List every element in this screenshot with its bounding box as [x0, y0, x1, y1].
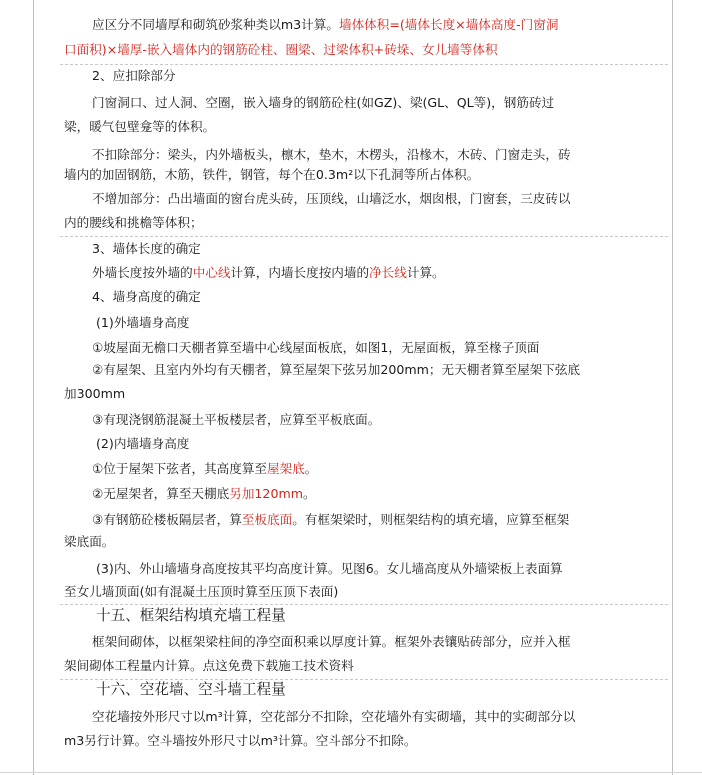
text-run: (2)内墙墙身高度: [96, 436, 190, 451]
text-line: [92, 511, 569, 529]
text-run: 。有框架梁时，则框架结构的填充墙，应算至框架: [292, 512, 570, 527]
text-run: 墙内的加固钢筋，木筋，铁件，钢管，每个在0.3m²以下孔洞等所占体积。: [64, 167, 480, 182]
text-run: (1)外墙墙身高度: [96, 315, 190, 330]
text-run: 外墙长度按外墙的: [92, 265, 193, 280]
highlight-run: 至板底面: [241, 512, 293, 527]
text-run: ③有钢筋砼楼板隔层者，算: [92, 512, 242, 527]
subsection-heading: [96, 314, 189, 332]
text-line: [92, 146, 571, 164]
text-line: [92, 339, 540, 357]
text-run: 计算，内墙长度按内墙的: [230, 265, 370, 280]
text-run: 2、应扣除部分: [92, 68, 176, 83]
text-run: 架间砌体工程量内计算。点这免费下载施工技术资料: [64, 658, 354, 673]
highlight-run: 另加120mm: [229, 486, 303, 501]
text-run: 梁底面。: [64, 534, 115, 549]
text-line: [92, 411, 380, 429]
text-line: [92, 633, 571, 651]
text-run: 内的腰线和挑檐等体积；: [64, 215, 203, 230]
text-line: [64, 41, 498, 59]
text-run: 应区分不同墙厚和砌筑砂浆种类以m3计算。: [92, 17, 339, 32]
text-line: [64, 385, 125, 403]
text-line: [64, 732, 416, 750]
section-heading: [92, 288, 201, 306]
text-line: [64, 166, 479, 184]
text-run: 计算。: [406, 265, 445, 280]
text-run: 十六、空花墙、空斗墙工程量: [96, 681, 286, 698]
highlight-run: 中心线: [192, 265, 231, 280]
text-run: ②无屋架者，算至天棚底: [92, 486, 230, 501]
text-run: ③有现浇钢筋混凝土平板楼层者，应算至平板底面。: [92, 412, 381, 427]
chapter-heading: [96, 606, 286, 626]
text-line: [92, 485, 316, 503]
text-line: [64, 657, 354, 675]
text-run: 至女儿墙顶面(如有混凝土压顶时算至压顶下表面): [64, 584, 339, 599]
text-run: (3)内、外山墙墙身高度按其平均高度计算。见图6。女儿墙高度从外墙梁板上表面算: [96, 561, 563, 576]
text-run: ②有屋架、且室内外均有天棚者，算至屋架下弦另加200mm；无天棚者算至屋架下弦底: [92, 362, 581, 377]
bottom-rule: [0, 772, 702, 773]
text-line: [92, 708, 575, 726]
text-run: 不扣除部分：梁头，内外墙板头，檩木，垫木，木楞头，沿椽木，木砖、门窗走头，砖: [92, 147, 571, 162]
text-run: 空花墙按外形尺寸以m³计算，空花部分不扣除，空花墙外有实砌墙，其中的实砌部分以: [92, 709, 576, 724]
text-line: [92, 190, 571, 208]
section-heading: [92, 67, 176, 85]
page-border-left: [33, 0, 34, 775]
text-run: 加300mm: [64, 386, 126, 401]
text-line: [64, 583, 338, 601]
text-line: [92, 264, 445, 282]
text-run: 十五、框架结构填充墙工程量: [96, 607, 286, 624]
text-run: 。: [304, 461, 318, 476]
dashed-divider: [60, 236, 668, 237]
text-run: 框架间砌体，以框架梁柱间的净空面积乘以厚度计算。框架外表镶贴砖部分，应并入框: [92, 634, 571, 649]
text-run: 4、墙身高度的确定: [92, 289, 201, 304]
text-line: [92, 94, 554, 112]
text-run: 3、墙体长度的确定: [92, 241, 201, 256]
section-heading: [92, 240, 201, 258]
highlight-run: 净长线: [369, 265, 407, 280]
text-run: ①位于屋架下弦者，其高度算至: [92, 461, 268, 476]
dashed-divider: [60, 604, 668, 605]
text-run: 。: [303, 486, 316, 501]
text-run: 门窗洞口、过人洞、空圈，嵌入墙身的钢筋砼柱(如GZ)、梁(GL、QL等)，钢筋砖过: [92, 95, 555, 110]
text-run: ①坡屋面无檐口天棚者算至墙中心线屋面板底，如图1，无屋面板，算至椽子顶面: [92, 340, 540, 355]
text-line: [96, 560, 563, 578]
text-line: [64, 533, 114, 551]
text-run: 梁，暖气包壁龛等的体积。: [64, 119, 216, 134]
page-border-right: [672, 0, 673, 775]
highlight-run: 墙体体积=(墙体长度×墙体高度-门窗洞: [338, 17, 559, 32]
highlight-run: 口面积)×墙厚-嵌入墙体内的钢筋砼柱、圈梁、过梁体积+砖垛、女儿墙等体积: [64, 42, 498, 57]
highlight-run: 屋架底: [267, 461, 305, 476]
text-line: [92, 460, 317, 478]
text-line: [64, 214, 203, 232]
dashed-divider: [60, 64, 668, 65]
text-run: m3另行计算。空斗墙按外形尺寸以m³计算。空斗部分不扣除。: [64, 733, 417, 748]
text-line: [92, 361, 580, 379]
text-line: [64, 118, 215, 136]
text-line: [92, 16, 558, 34]
text-run: 不增加部分：凸出墙面的窗台虎头砖，压顶线，山墙泛水，烟囱根，门窗套，三皮砖以: [92, 191, 571, 206]
chapter-heading: [96, 680, 286, 700]
subsection-heading: [96, 435, 189, 453]
